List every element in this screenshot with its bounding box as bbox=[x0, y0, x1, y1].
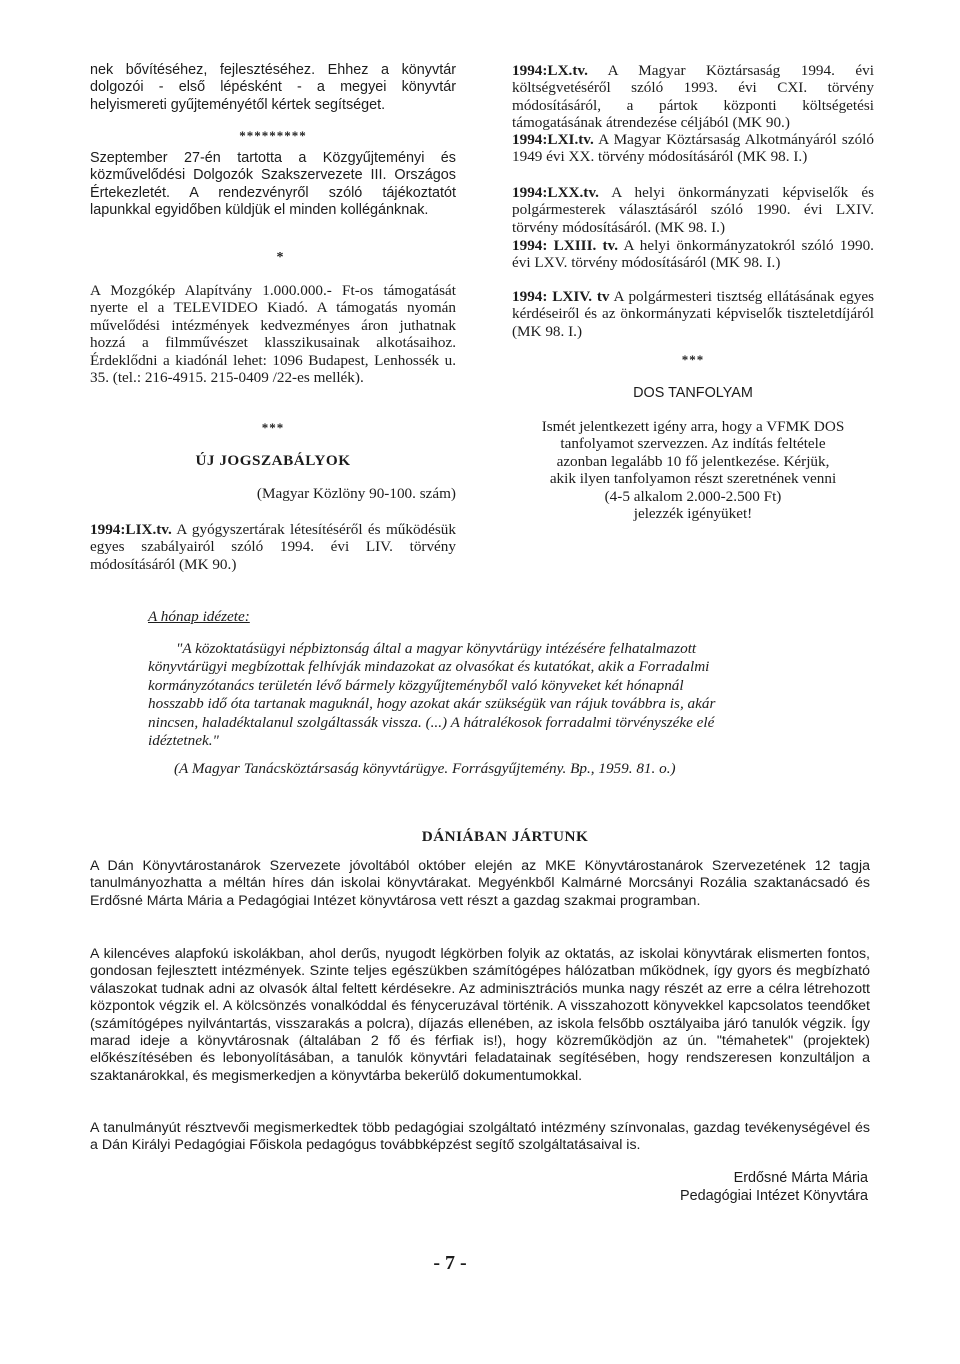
section-title: ÚJ JOGSZABÁLYOK bbox=[195, 452, 351, 469]
separator: * bbox=[276, 250, 284, 265]
law-text: A helyi önkormányzati képviselők és polgármesterek választásáról szóló 1990. évi LXIV. törvény módosításáról. (MK 98. I.) bbox=[512, 184, 874, 236]
law-text: A Magyar Köztársaság 1994. évi költségvetéséről szóló 1993. évi CXI. törvény módosításáról, a pártok központi költségetési támogatásának átrendezése céljából (MK 90.) bbox=[512, 62, 874, 132]
law-code: 1994: LXIII. tv. bbox=[512, 237, 619, 254]
notice-line: jelezzék igényüket! bbox=[633, 505, 753, 523]
law-code: 1994:LXX.tv. bbox=[512, 184, 599, 201]
quote-line: idéztetnek." bbox=[148, 732, 219, 750]
quote-block bbox=[148, 640, 808, 750]
union-paragraph: Szeptember 27-én tartotta a Közgyűjteményi és közművelődési Dolgozók Szakszervezete III. Országos Értekezletét. A rendezvényről szóló tájékoztatót lapunkkal egyidőben küldjük el minden kollégánknak. bbox=[90, 150, 456, 219]
separator: *** bbox=[681, 352, 705, 367]
quote-line: kormányzótanács területén lévő bármely közgyűjteményből való könyveket két hónapnál bbox=[148, 676, 684, 694]
dos-notice bbox=[512, 418, 874, 522]
article-title-text: DÁNIÁBAN JÁRTUNK bbox=[421, 828, 589, 845]
quote-line: nincsen, haladéktalanul szolgáltassák vissza. (...) A hátralékosok forradalmi törvényszéke elé bbox=[148, 713, 715, 731]
law-entry bbox=[512, 237, 874, 272]
quote-line: hosszabb idő óta tartanak maguknál, hogy azokat akár szükségük van rájuk továbbra is, akár bbox=[148, 695, 716, 713]
quote-line: "A közoktatásügyi népbiztonság által a magyar könyvtárügy intézésére felhatalmazott bbox=[176, 640, 697, 657]
signature-org: Pedagógiai Intézet Könyvtára bbox=[679, 1188, 868, 1204]
notice-line: azonban legalább 10 fő jelentkezése. Kérjük, bbox=[556, 452, 830, 470]
notice-line: (4-5 alkalom 2.000-2.500 Ft) bbox=[604, 487, 782, 505]
separator: *** bbox=[261, 420, 285, 435]
law-code: 1994:LIX.tv. bbox=[90, 521, 172, 538]
law-code: 1994:LX.tv. bbox=[512, 62, 588, 79]
law-entry bbox=[512, 184, 874, 236]
notice-line: Ismét jelentkezett igény arra, hogy a VFMK DOS bbox=[541, 418, 845, 435]
section-title: DOS TANFOLYAM bbox=[633, 385, 753, 401]
article-paragraph: A kilencéves alapfokú iskolákban, ahol derűs, nyugodt légkörben folyik az oktatás, az iskolai könyvtárak elismerten fontos, gondosan fejlesztett intézmények. Szinte teljes egészükben számítógépes hálózatban működnek, így gyors és megbízható válaszokat tudnak adni az olvasók által feltett kérdésekre. Az adminisztrációs munka nagy részét az erre a célra létrehozott központok végzik el. A kölcsönzés vonalkóddal és fényceruzával történik. A visszahozott könyvekkel kapcsolatos teendőket (számítógépes nyilvántartás, visszarakás a polcra), díjazás ellenében, az iskola felsőbb osztályaiba járó tanulók végzik. Így marad ideje a könyvtárosnak (általában 2 fő és férfiak is!), hogy közreműködjön az ún. "témahetek" (projektek) előkészítésében és lebonyolításában, a tanulók könyvtári feladatainak segítésében, hogy rendszeresen konzultáljon a szaktanárokkal, és megismerkedjen a könyvtárba bekerülő dokumentumokkal. bbox=[90, 946, 870, 1084]
law-entry bbox=[512, 62, 874, 132]
quote-label: A hónap idézete: bbox=[148, 608, 250, 625]
quote-citation: (A Magyar Tanácsköztársaság könyvtárügye. Forrásgyűjtemény. Bp., 1959. 81. o.) bbox=[174, 760, 676, 777]
law-code: 1994:LXI.tv. bbox=[512, 131, 594, 148]
article-paragraph: A tanulmányút résztvevői megismerkedtek több pedagógiai szolgáltató intézmény színvonalas, gazdag tevékenységével és a Dán Királyi Pedagógiai Főiskola pedagógus továbbképzést segítő szolgáltatásaival is. bbox=[90, 1120, 870, 1154]
foundation-paragraph: A Mozgókép Alapítvány 1.000.000.- Ft-os támogatását nyerte el a TELEVIDEO Kiadó. A támogatás nyomán művelődési intézmények kedvezményes áron juthatnak hozzá a filmművészet klasszikusainak alkotásaihoz. Érdeklődni a kiadónál lehet: 1096 Budapest, Lenhossék u. 35. (tel.: 216-4915. 215-0409 /22-es mellék). bbox=[90, 282, 456, 387]
article-paragraph: A Dán Könyvtárostanárok Szervezete jóvoltából október elején az MKE Könyvtárostanárok Szervezetének 12 tagja tanulmányozhatta a méltán híres dán iskolai könyvtárakat. Megyénkből Kalmárné Morcsányi Rozália szaktanácsadó és Erdősné Márta Mária a Pedagógiai Intézet könyvtárosa vett részt a gazdag szakmai programban. bbox=[90, 858, 870, 909]
signature-name: Erdősné Márta Mária bbox=[733, 1170, 868, 1186]
law-text: A polgármesteri tisztség ellátásának egyes kérdéseiről és az önkormányzati képviselők tiszteletdíjáról (MK 98. I.) bbox=[512, 288, 874, 340]
notice-line: tanfolyamot szervezzen. Az indítás feltétele bbox=[560, 435, 826, 453]
notice-line: akik ilyen tanfolyamon részt szeretnének venni bbox=[549, 470, 837, 488]
law-text: A gyógyszertárak létesítéséről és működésük egyes szabályairól szóló 1994. évi LIV. törvény módosításáról (MK 90.) bbox=[90, 521, 456, 573]
law-text: A Magyar Köztársaság Alkotmányáról szóló 1949 évi XX. törvény módosításáról (MK 98. I.) bbox=[512, 131, 874, 166]
source-note: (Magyar Közlöny 90-100. szám) bbox=[256, 485, 456, 502]
intro-paragraph: nek bővítéséhez, fejlesztéséhez. Ehhez a könyvtár dolgozói - első lépésként - a megyei könyvtár helyismereti gyűjteményétől kértek segítséget. bbox=[90, 62, 456, 113]
separator: ********* bbox=[239, 128, 307, 143]
article-title bbox=[0, 828, 960, 846]
law-entry bbox=[512, 288, 874, 340]
quote-line: könyvtárügyi megbízottak felhívják mindazokat az olvasókat és kutatókat, akik a Forradalmi bbox=[148, 658, 710, 676]
law-entry bbox=[512, 131, 874, 166]
law-code: 1994: LXIV. tv bbox=[512, 288, 610, 305]
bleed-through bbox=[470, 150, 473, 164]
law-entry bbox=[90, 521, 456, 573]
page-number: - 7 - bbox=[433, 1252, 467, 1274]
law-text: A helyi önkormányzatokról szóló 1990. évi LXV. törvény módosításáról (MK 98. I.) bbox=[512, 237, 874, 272]
